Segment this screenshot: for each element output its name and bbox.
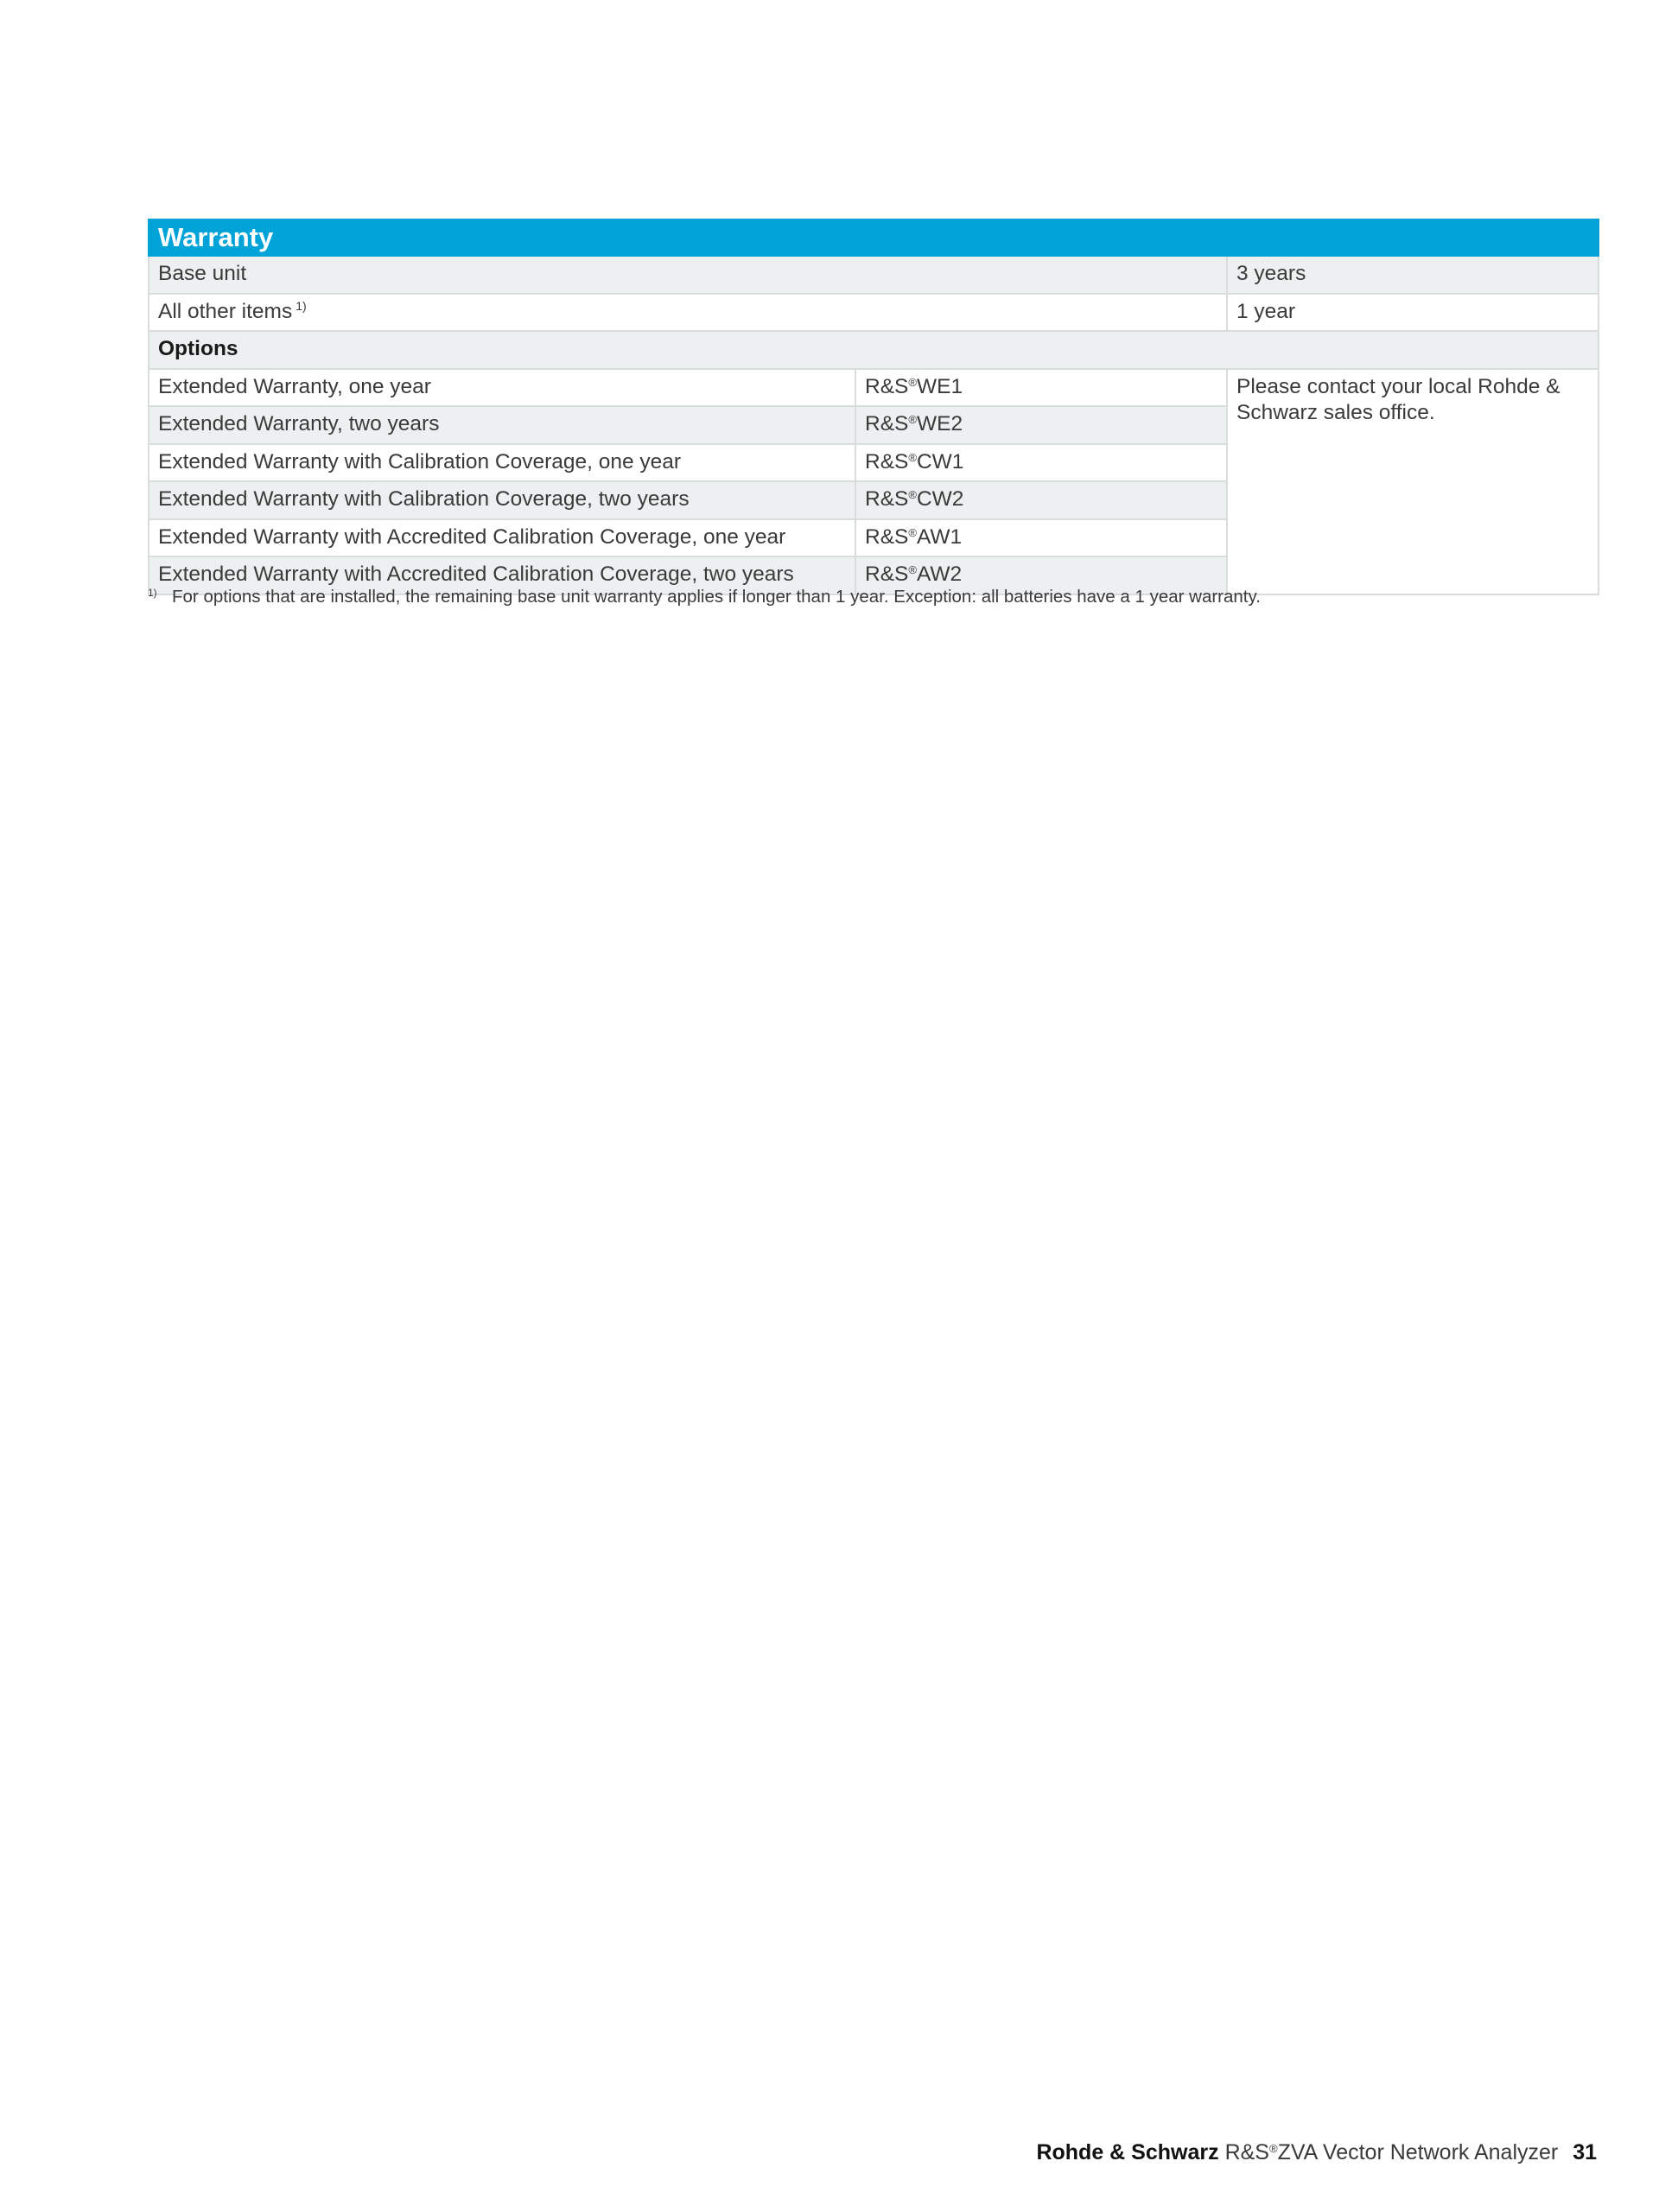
row-label: All other items $^{1)}$ (149, 294, 1227, 332)
option-label: Extended Warranty with Calibration Coverage, two years (149, 481, 855, 519)
row-value: 1 year (1227, 294, 1599, 332)
contact-note: Please contact your local Rohde & Schwarz sales office. (1227, 369, 1599, 594)
row-label: Base unit (149, 256, 1227, 294)
page-number: 31 (1573, 2140, 1597, 2164)
warranty-table-container (148, 219, 1598, 595)
table-header-row (149, 219, 1599, 256)
option-label: Extended Warranty with Calibration Coverage, one year (149, 444, 855, 482)
table-title: Warranty (149, 219, 1599, 256)
option-label: Extended Warranty, two years (149, 406, 855, 444)
option-code: R&S®WE1 (855, 369, 1227, 407)
footnote-text: For options that are installed, the remaining base unit warranty applies if longer than 1 year. Exception: all batteries have a 1 year warranty. (172, 587, 1261, 607)
warranty-table (148, 219, 1599, 595)
option-code: R&S®AW2 (855, 556, 1227, 594)
option-code: R&S®AW1 (855, 519, 1227, 557)
option-code: R&S®CW2 (855, 481, 1227, 519)
footnote-mark: 1) (148, 587, 157, 599)
brand-name: Rohde & Schwarz (1036, 2140, 1219, 2164)
options-heading: Options (149, 331, 1599, 369)
product-name: R&S®ZVA Vector Network Analyzer (1224, 2140, 1559, 2164)
footnote-ref: 1) (296, 299, 307, 314)
options-section-row (149, 331, 1599, 369)
footnote (148, 587, 1261, 607)
page-footer (1036, 2140, 1597, 2165)
option-code: R&S®CW1 (855, 444, 1227, 482)
option-label: Extended Warranty, one year (149, 369, 855, 407)
option-label: Extended Warranty with Accredited Calibration Coverage, one year (149, 519, 855, 557)
table-row (149, 369, 1599, 407)
row-value: 3 years (1227, 256, 1599, 294)
option-label: Extended Warranty with Accredited Calibration Coverage, two years (149, 556, 855, 594)
table-row (149, 256, 1599, 294)
table-row (149, 294, 1599, 332)
option-code: R&S®WE2 (855, 406, 1227, 444)
